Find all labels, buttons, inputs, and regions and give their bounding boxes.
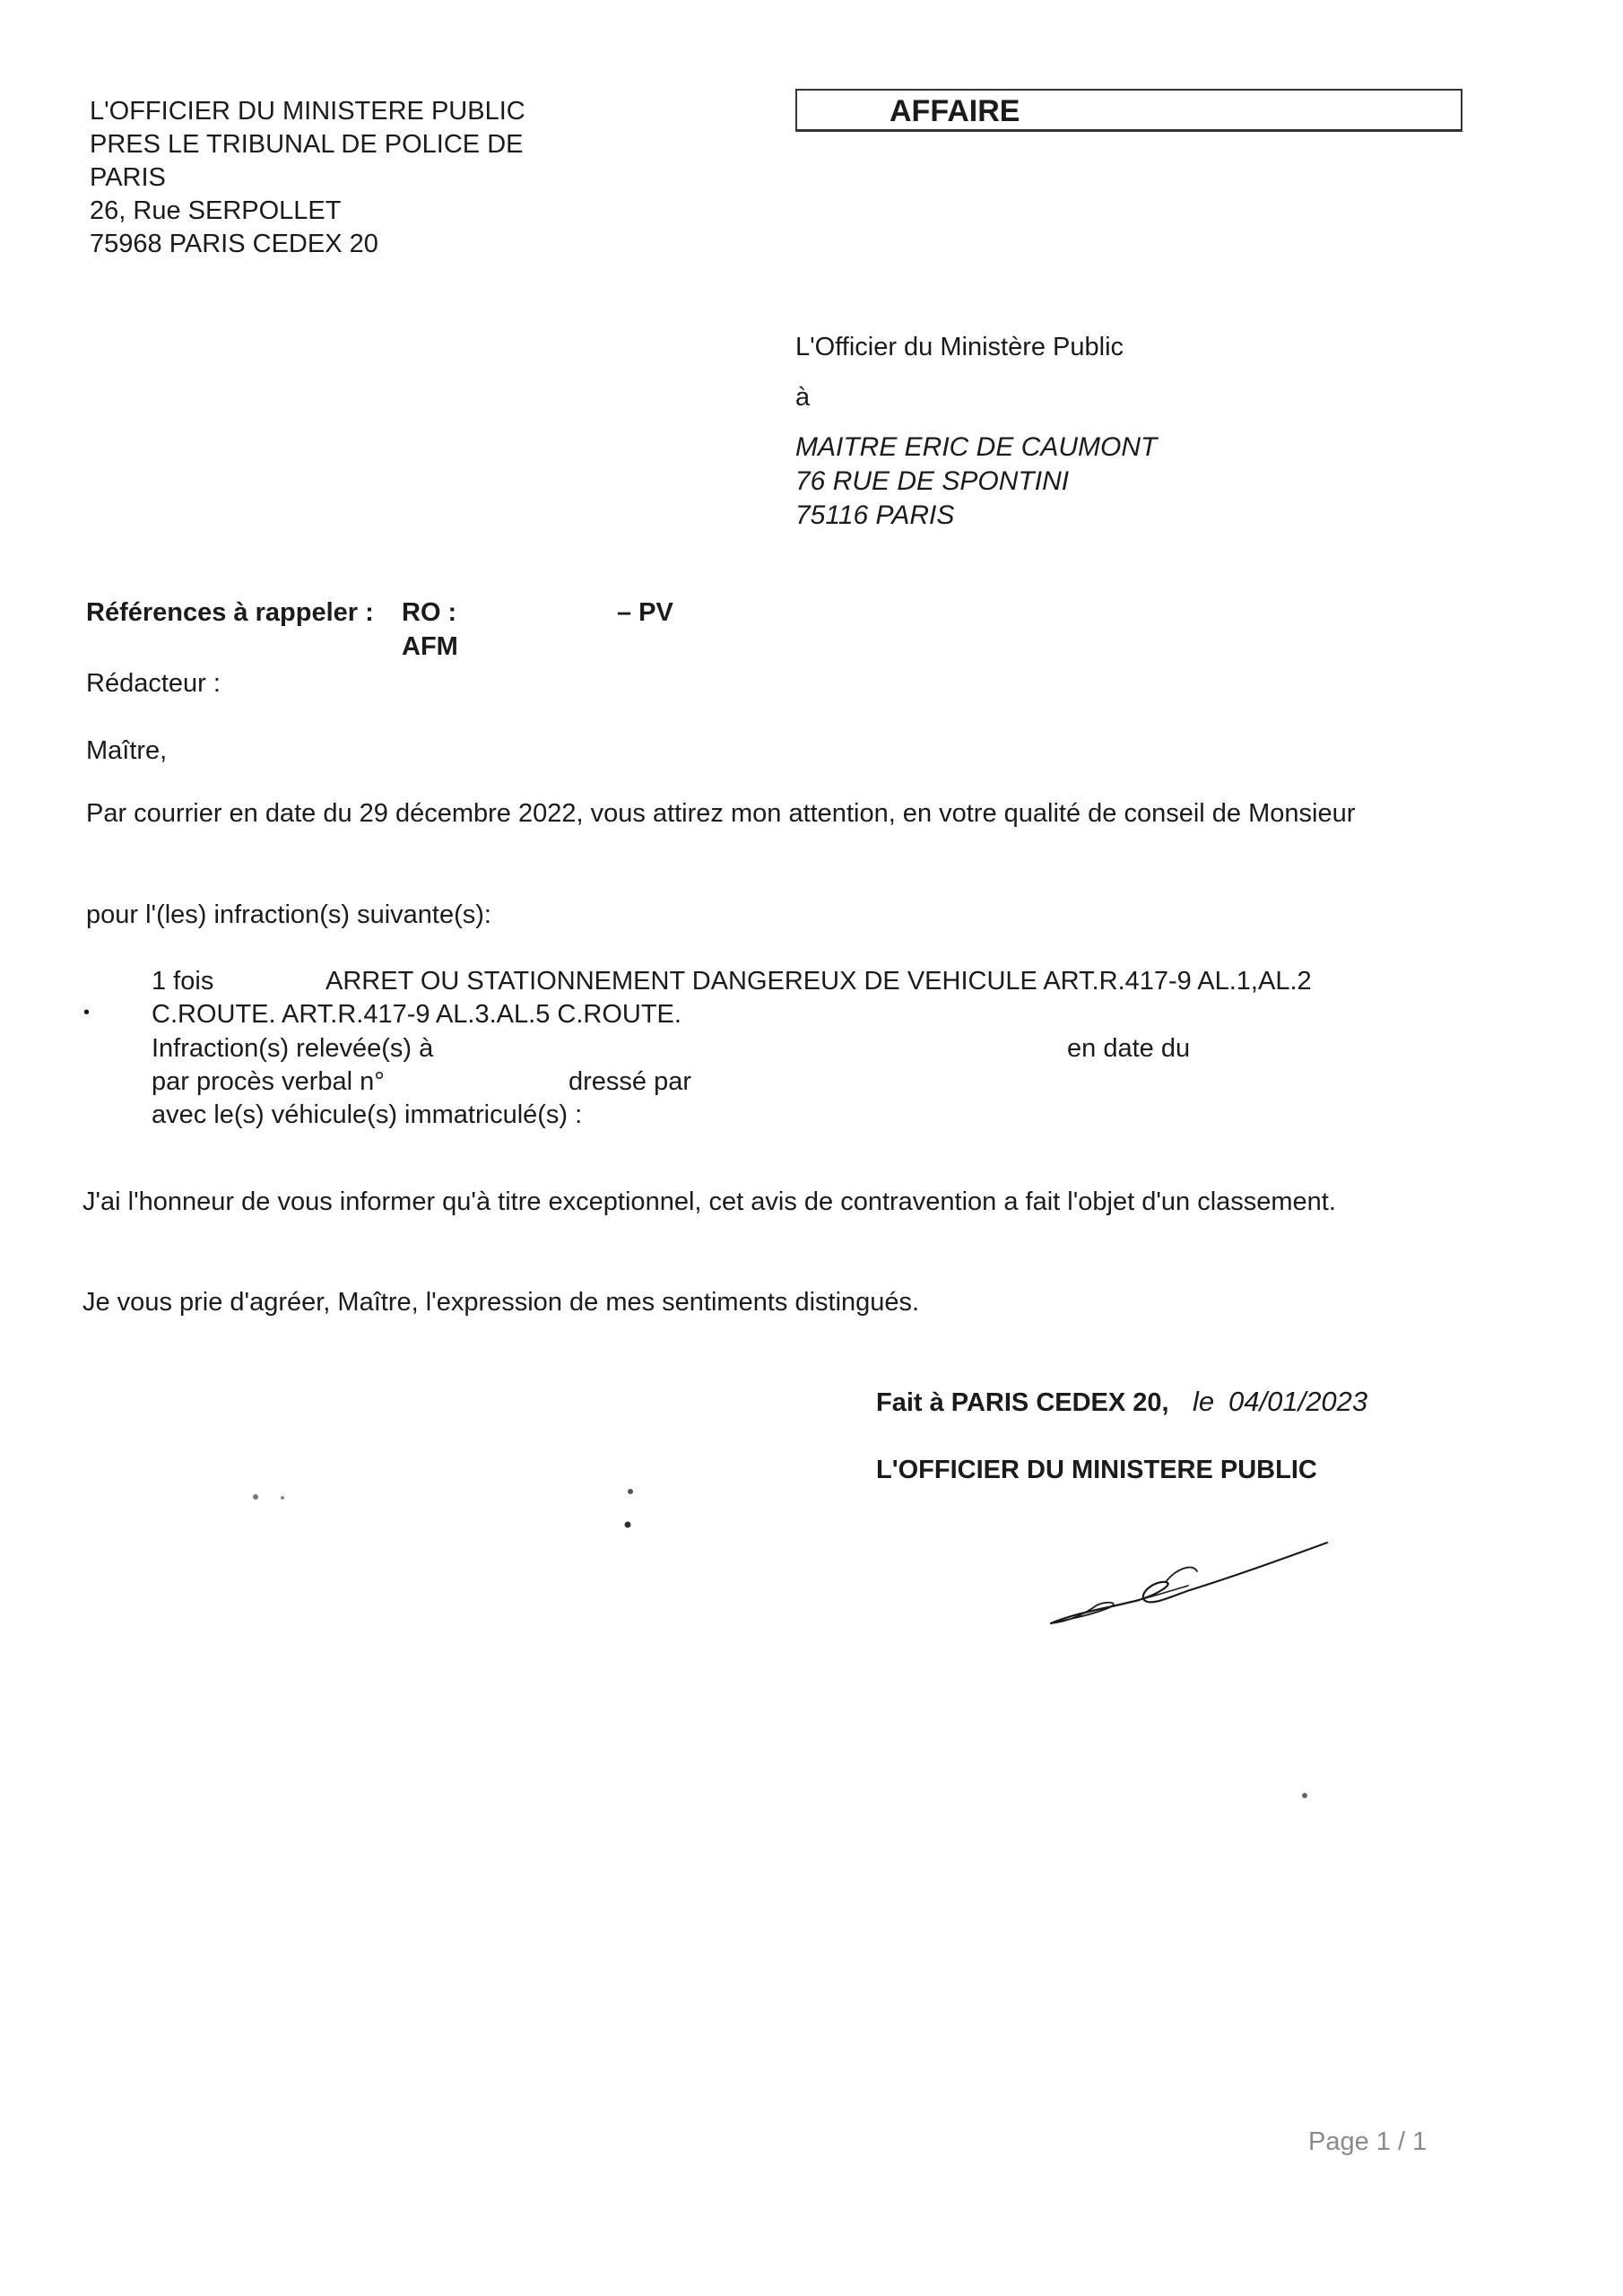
proces-verbal: par procès verbal n° xyxy=(152,1067,385,1096)
sender-line-2: PRES LE TRIBUNAL DE POLICE DE xyxy=(90,130,524,159)
bullet-mark: • xyxy=(83,1003,91,1022)
signoff-le: le xyxy=(1193,1386,1215,1417)
dresse-par: dressé par xyxy=(568,1067,692,1096)
sender-line-3: PARIS xyxy=(90,163,166,192)
offense-line-1: ARRET OU STATIONNEMENT DANGEREUX DE VEHICULE ART.R.417-9 AL.1,AL.2 xyxy=(325,967,1312,996)
references-label: Références à rappeler : xyxy=(86,598,374,627)
offense-line-2: C.ROUTE. ART.R.417-9 AL.3.AL.5 C.ROUTE. xyxy=(152,1000,681,1029)
recipient-to: à xyxy=(795,383,811,412)
signoff-date: 04/01/2023 xyxy=(1228,1386,1368,1417)
infractions-intro: pour l'(les) infraction(s) suivante(s): xyxy=(86,900,491,929)
page-number: Page 1 / 1 xyxy=(1308,2127,1428,2156)
affaire-label: AFFAIRE xyxy=(890,94,1020,128)
recipient-city: 75116 PARIS xyxy=(795,500,955,530)
reference-ro: RO : xyxy=(402,598,457,627)
reference-pv: – PV xyxy=(617,598,673,627)
recipient-name: MAITRE ERIC DE CAUMONT xyxy=(795,432,1158,462)
sender-line-1: L'OFFICIER DU MINISTERE PUBLIC xyxy=(90,97,525,126)
infraction-releve: Infraction(s) relevée(s) à xyxy=(152,1034,434,1063)
redacteur-label: Rédacteur : xyxy=(86,669,221,698)
recipient-street: 76 RUE DE SPONTINI xyxy=(795,466,1070,496)
recipient-from: L'Officier du Ministère Public xyxy=(795,333,1124,361)
intro-paragraph: Par courrier en date du 29 décembre 2022, vous attirez mon attention, en votre qualité de conseil de Monsieur xyxy=(86,799,1356,828)
closing-paragraph: Je vous prie d'agréer, Maître, l'expression de mes sentiments distingués. xyxy=(82,1288,920,1317)
salutation: Maître, xyxy=(86,736,168,765)
infraction-en-date: en date du xyxy=(1067,1034,1191,1063)
signoff-title: L'OFFICIER DU MINISTERE PUBLIC xyxy=(876,1456,1317,1484)
vehicule-immatricule: avec le(s) véhicule(s) immatriculé(s) : xyxy=(152,1100,583,1129)
sender-line-4: 26, Rue SERPOLLET xyxy=(90,196,342,225)
decision-paragraph: J'ai l'honneur de vous informer qu'à titre exceptionnel, cet avis de contravention a fait l'objet d'un classement. xyxy=(82,1187,1336,1216)
reference-afm: AFM xyxy=(402,632,458,661)
sender-line-5: 75968 PARIS CEDEX 20 xyxy=(90,230,378,258)
infraction-count: 1 fois xyxy=(152,967,214,996)
signoff-place: Fait à PARIS CEDEX 20, xyxy=(876,1388,1169,1417)
